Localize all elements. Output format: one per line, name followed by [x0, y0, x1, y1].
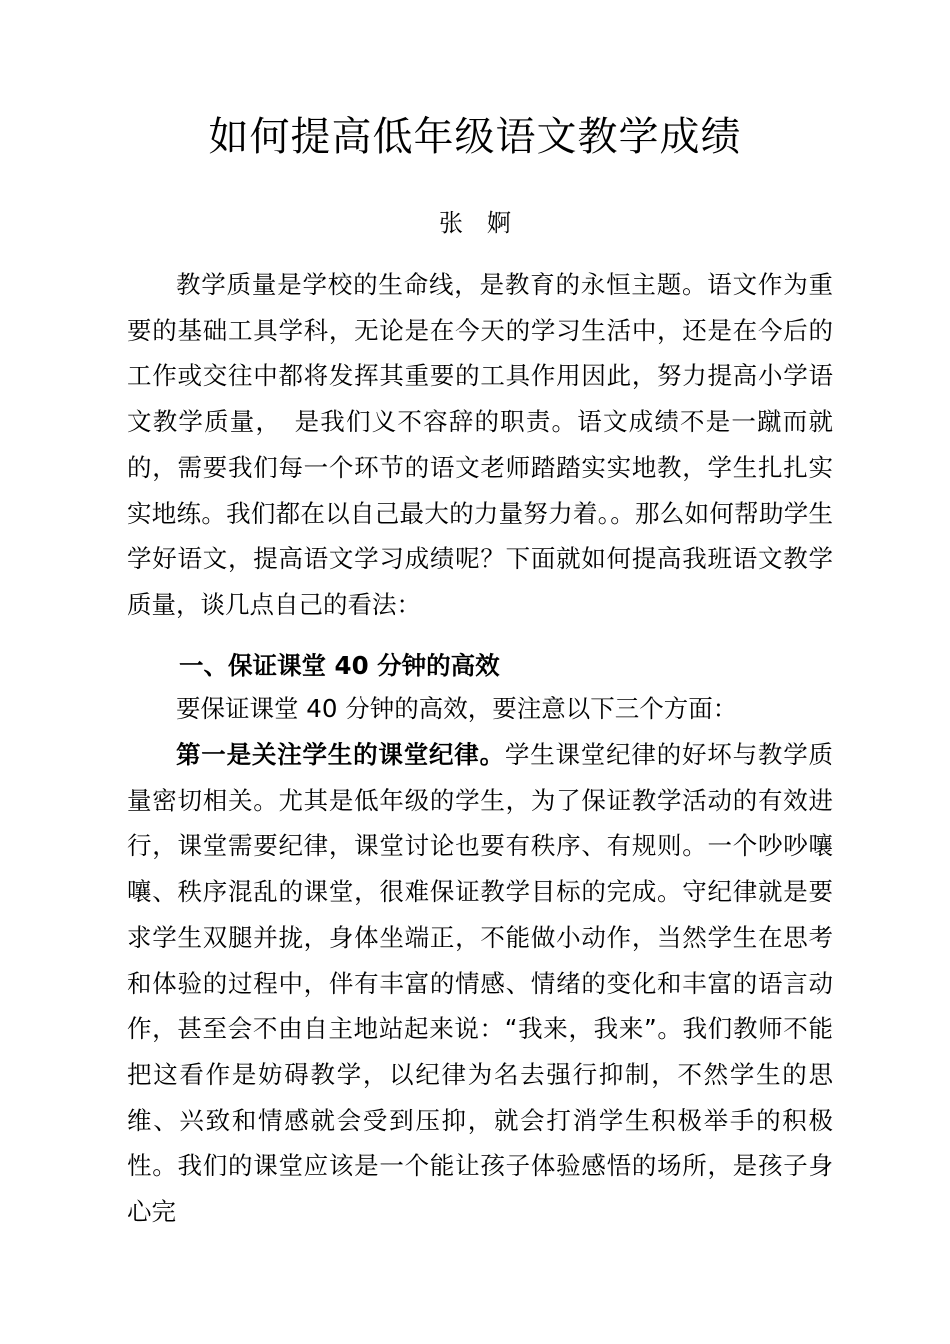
section-heading-1: 一、保证课堂 40 分钟的高效	[179, 651, 500, 680]
discipline-paragraph	[127, 732, 833, 1235]
discipline-lead-text: 第一是关注学生的课堂纪律。	[176, 740, 505, 769]
intro-paragraph: 教学质量是学校的生命线，是教育的永恒主题。语文作为重要的基础工具学科，无论是在今天的学习生活中，还是在今后的工作或交往中都将发挥其重要的工具作用因此，努力提高小学语文教学质量， 是我们义不容辞的职责。语文成绩不是一蹴而就的，需要我们每一个环节的语文老师踏踏实实地教，学生扎扎实实地练。我们都在以自己最大的力量努力着。。那么如何帮助学生学好语文，提高语文学习成绩呢？下面就如何提高我班语文教学质量，谈几点自己的看法：	[127, 270, 833, 619]
author-name: 张 婀	[439, 209, 511, 237]
section-intro-paragraph: 要保证课堂 40 分钟的高效，要注意以下三个方面：	[176, 694, 738, 723]
document-title: 如何提高低年级语文教学成绩	[208, 114, 742, 160]
discipline-body-text: 学生课堂纪律的好坏与教学质量密切相关。尤其是低年级的学生，为了保证教学活动的有效进行，课堂需要纪律，课堂讨论也要有秩序、有规则。一个吵吵嚷嚷、秩序混乱的课堂，很难保证教学目标的完成。守纪律就是要求学生双腿并拢，身体坐端正，不能做小动作，当然学生在思考和体验的过程中，伴有丰富的情感、情绪的变化和丰富的语言动作，甚至会不由自主地站起来说：“我来，我来”。我们教师不能把这看作是妨碍教学，以纪律为名去强行抑制，不然学生的思维、兴致和情感就会受到压抑，就会打消学生积极举手的积极性。我们的课堂应该是一个能让孩子体验感悟的场所，是孩子身心完	[127, 740, 834, 1227]
